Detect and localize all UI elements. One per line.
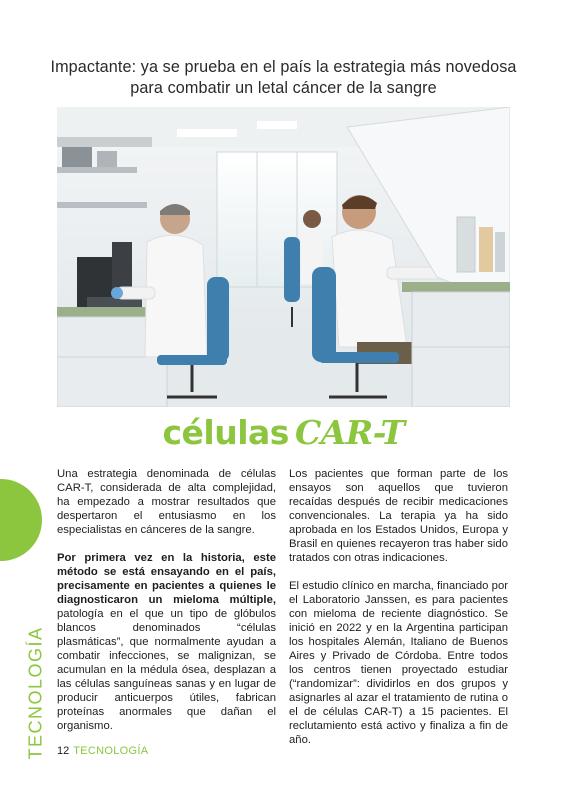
bold-lead: Por primera vez en la historia, este método se está ensayando en el país, precisamente en pacientes a quienes le diagnosticaron un mieloma múltiple,: [57, 552, 276, 606]
paragraph: Una estrategia denominada de células CAR-T, considerada de alta complejidad, ha empezado a mostrar resultados que despertaron el entusiasmo en los especialistas en cánceres de la sangre.: [57, 468, 276, 536]
right-column: [289, 467, 508, 761]
title-part-2: CAR-T: [294, 413, 405, 452]
paragraph: [57, 551, 276, 733]
footer-section: TECNOLOGÍA: [73, 745, 149, 757]
section-tab-circle: [0, 479, 42, 561]
lab-photo: [57, 107, 510, 407]
paragraph-rest: patología en el que un tipo de glóbulos blancos denominados “células plasmáticas”, que normalmente ayudan a combatir infecciones, se malignizan, se acumulan en la médula ósea, desplazan a las células sanguíneas sanas y en lugar de producir anticuerpos útiles, fabrican proteínas anormales que dañan el organismo.: [57, 608, 276, 732]
paragraph: Los pacientes que forman parte de los ensayos son aquellos que tuvieron recaídas después de recibir medicaciones convencionales. La terapia ya ha sido aprobada en los Estados Unidos, Europa y Brasil en quienes recayeron tras haber sido tratados con otras indicaciones.: [289, 468, 508, 564]
article-title: [0, 411, 567, 455]
page-footer: [57, 745, 148, 757]
page-number: 12: [57, 745, 70, 757]
left-column: [57, 467, 276, 747]
paragraph: El estudio clínico en marcha, financiado por el Laboratorio Janssen, es para pacientes con mieloma de reciente diagnóstico. Se inició en 2022 y en la Argentina participan los hospitales Alemán, Italiano de Buenos Aires y Privado de Córdoba. Entre todos los centros tienen proyectado estudiar (“randomizar”: dividirlos en dos grupos y asignarles al azar el tratamiento de rutina o el de células CAR-T) a 15 pacientes. El reclutamiento está activo y finaliza a fin de año.: [289, 580, 508, 746]
section-side-label: TECNOLOGÍA: [25, 626, 46, 760]
title-part-1: células: [162, 413, 289, 452]
headline: Impactante: ya se prueba en el país la estrategia más novedosa para combatir un letal cáncer de la sangre: [50, 58, 517, 97]
